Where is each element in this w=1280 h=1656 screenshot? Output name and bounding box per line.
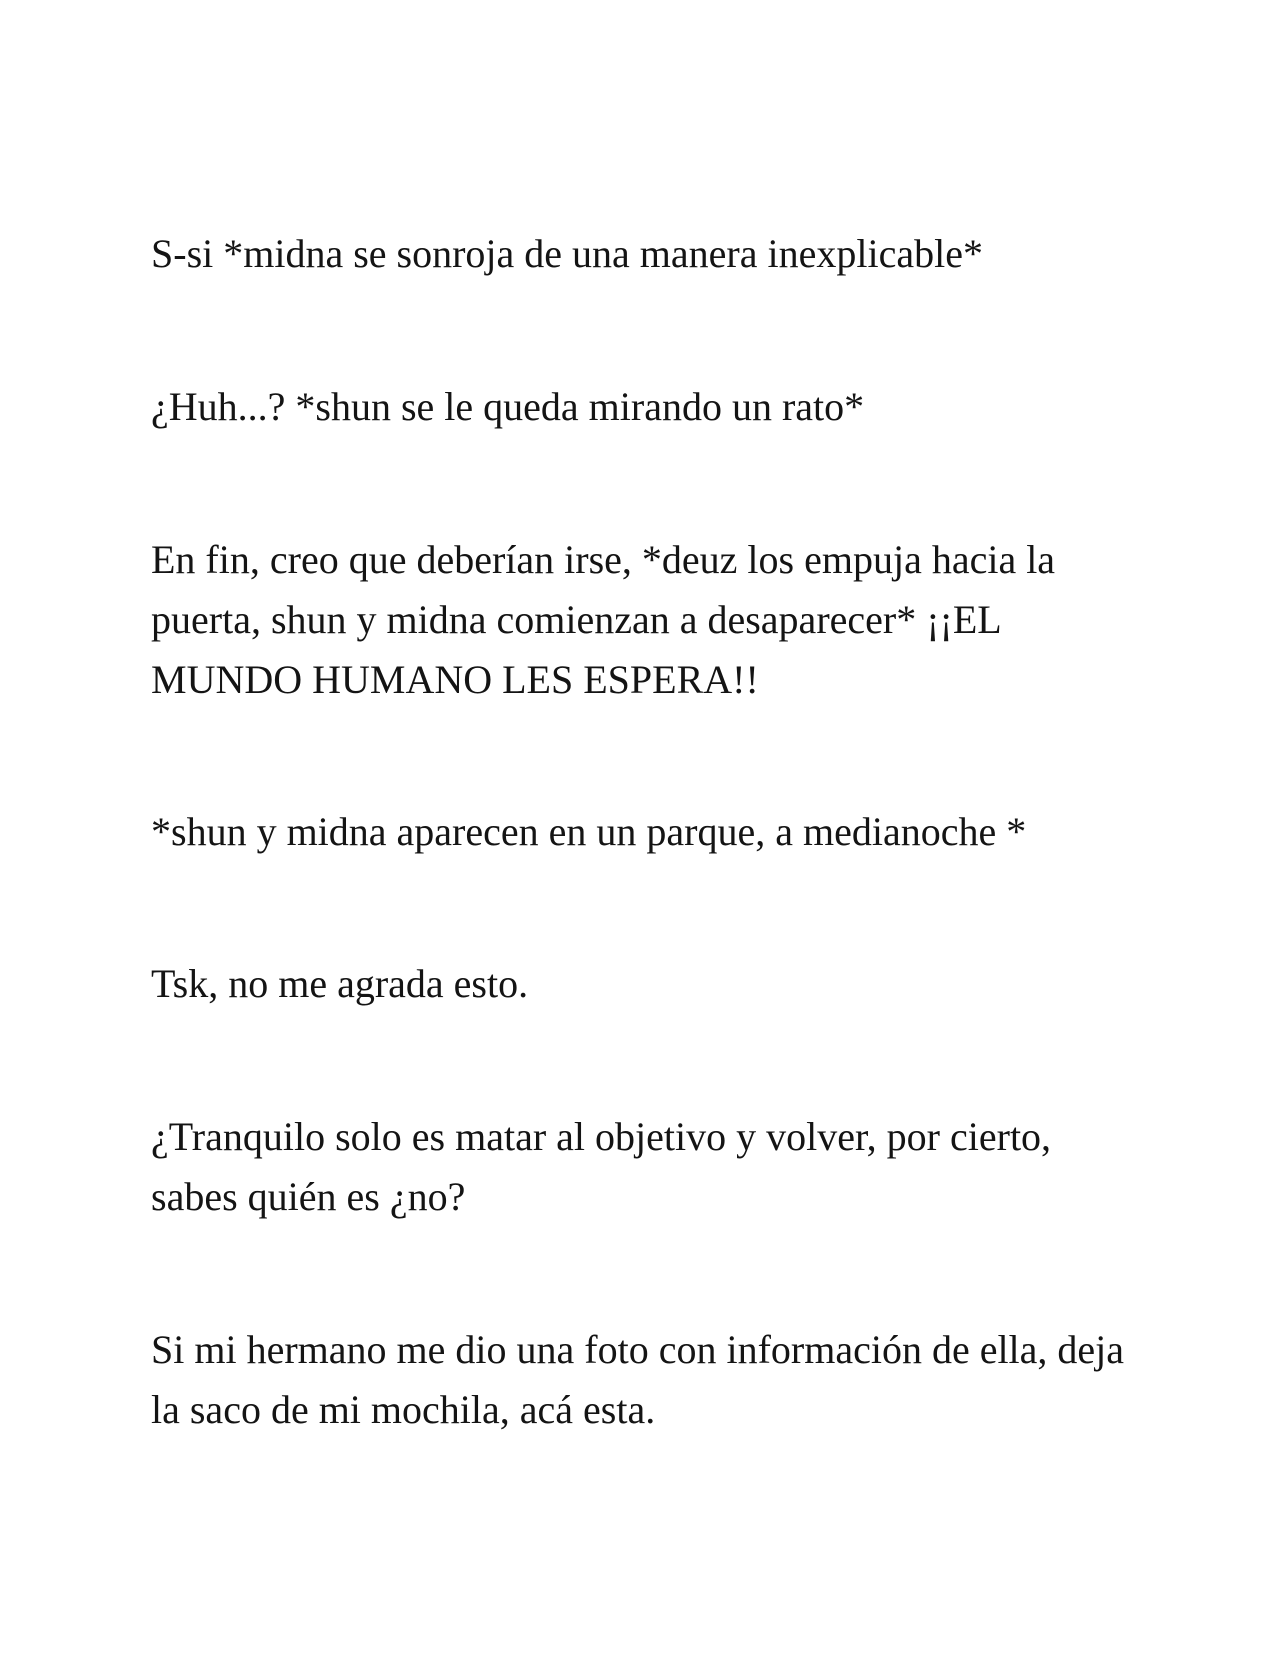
paragraph-5: Tsk, no me agrada esto.	[151, 961, 529, 1006]
paragraph-7: Si mi hermano me dio una foto con información de ella, deja la saco de mi mochila, acá esta.	[151, 1327, 1125, 1432]
paragraph-1: S-si *midna se sonroja de una manera inexplicable*	[151, 231, 983, 276]
paragraph-6: ¿Tranquilo solo es matar al objetivo y volver, por cierto, sabes quién es ¿no?	[151, 1114, 1052, 1219]
paragraph-2: ¿Huh...? *shun se le queda mirando un rato*	[151, 384, 865, 429]
paragraph-3: En fin, creo que deberían irse, *deuz los empuja hacia la puerta, shun y midna comienzan a desaparecer* ¡¡EL MUNDO HUMANO LES ESPERA!!	[151, 537, 1056, 702]
paragraph-4: *shun y midna aparecen en un parque, a medianoche *	[151, 809, 1027, 854]
